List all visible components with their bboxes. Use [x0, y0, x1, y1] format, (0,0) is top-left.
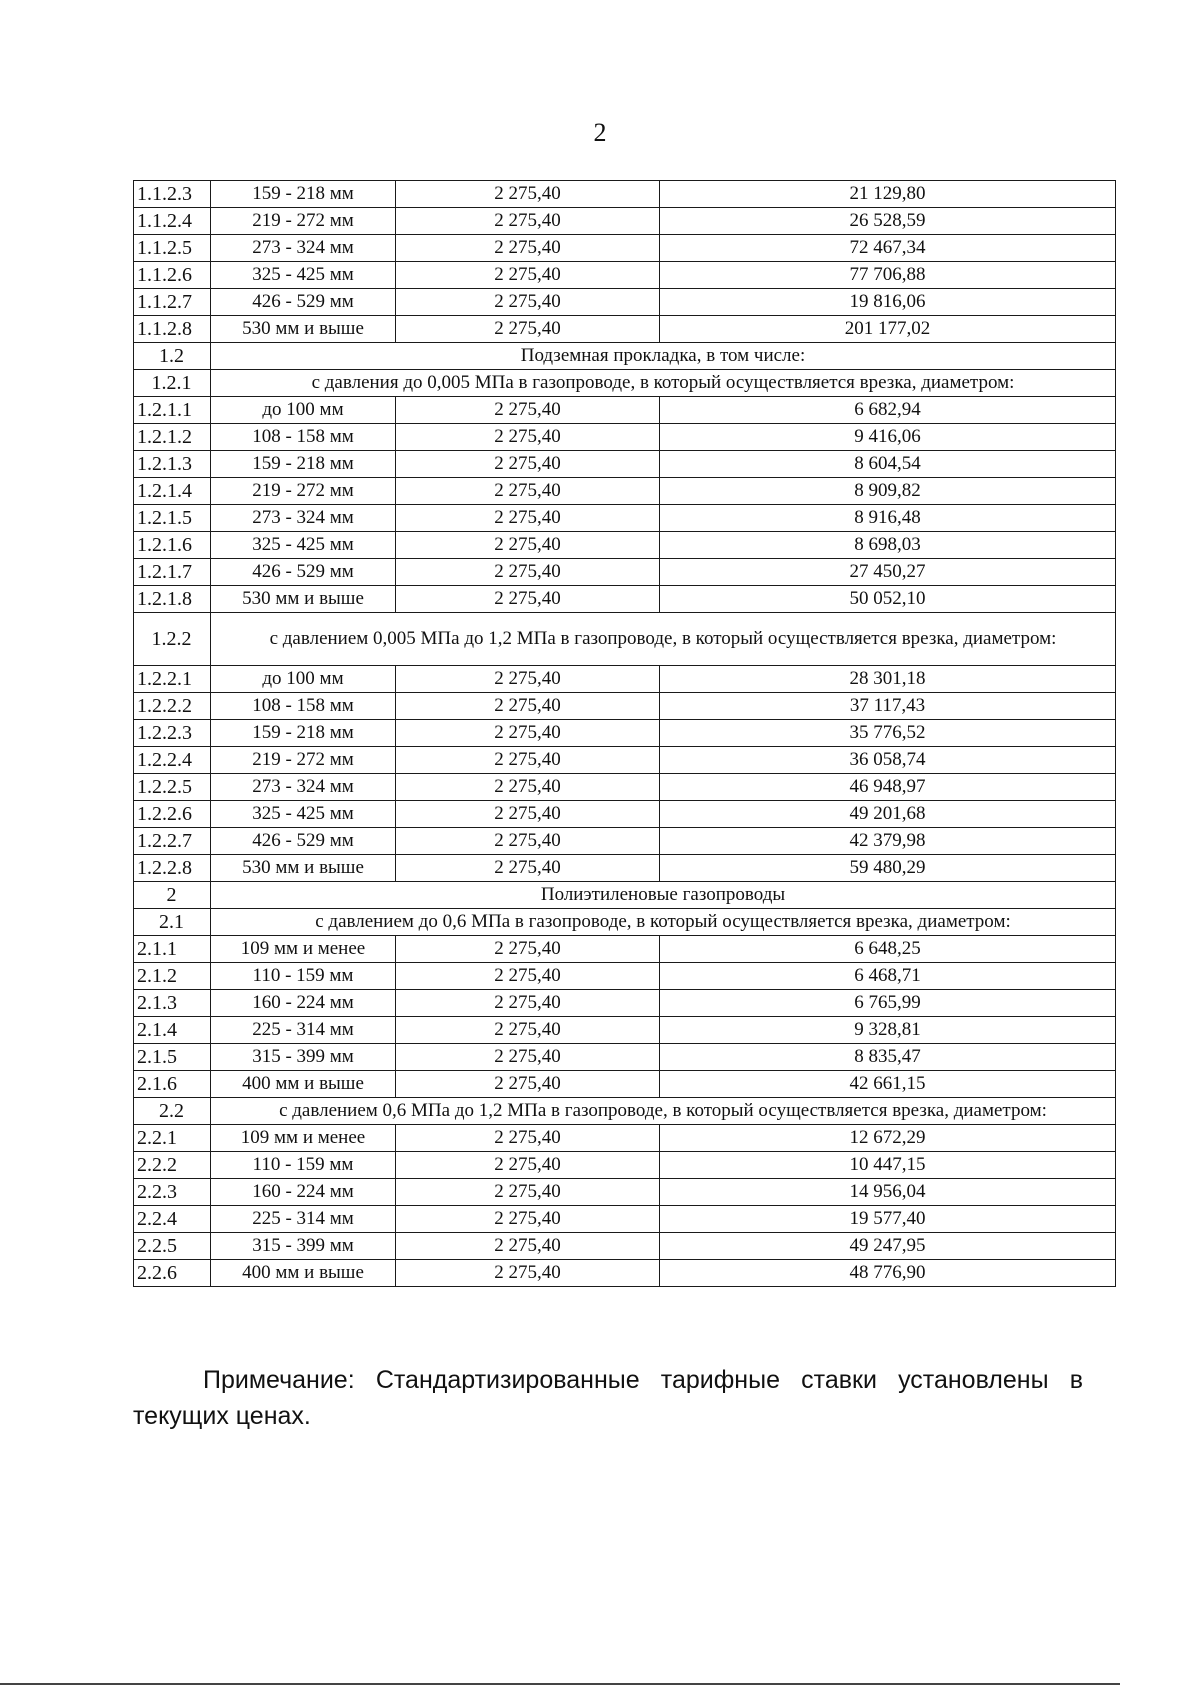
row-number-cell: 1.2.2.3: [134, 720, 211, 747]
row-number-cell: 1.2.1.7: [134, 559, 211, 586]
rate-cell: 2 275,40: [396, 1179, 660, 1206]
diameter-cell: 160 - 224 мм: [211, 1179, 396, 1206]
value-cell: 42 379,98: [660, 828, 1116, 855]
row-number-cell: 2.2.6: [134, 1260, 211, 1287]
section-number-cell: 1.2: [134, 343, 211, 370]
page-number: 2: [593, 118, 607, 147]
rate-cell: 2 275,40: [396, 451, 660, 478]
table-row: [134, 397, 1116, 424]
rate-cell: 2 275,40: [396, 235, 660, 262]
tariff-table-body: [134, 181, 1116, 1287]
value-cell: 9 328,81: [660, 1017, 1116, 1044]
rate-cell: 2 275,40: [396, 855, 660, 882]
table-row: [134, 774, 1116, 801]
value-cell: 48 776,90: [660, 1260, 1116, 1287]
diameter-cell: 530 мм и выше: [211, 316, 396, 343]
row-number-cell: 2.2.3: [134, 1179, 211, 1206]
rate-cell: 2 275,40: [396, 1233, 660, 1260]
section-row: [134, 613, 1116, 666]
table-row: [134, 181, 1116, 208]
section-heading-cell: Полиэтиленовые газопроводы: [211, 882, 1116, 909]
rate-cell: 2 275,40: [396, 693, 660, 720]
table-row: [134, 855, 1116, 882]
section-row: [134, 909, 1116, 936]
section-number-cell: 2: [134, 882, 211, 909]
rate-cell: 2 275,40: [396, 666, 660, 693]
value-cell: 6 765,99: [660, 990, 1116, 1017]
section-number-cell: 1.2.1: [134, 370, 211, 397]
section-row: [134, 1098, 1116, 1125]
tariff-table: [133, 180, 1116, 1287]
diameter-cell: 159 - 218 мм: [211, 451, 396, 478]
diameter-cell: 400 мм и выше: [211, 1260, 396, 1287]
rate-cell: 2 275,40: [396, 963, 660, 990]
diameter-cell: 225 - 314 мм: [211, 1206, 396, 1233]
diameter-cell: 219 - 272 мм: [211, 478, 396, 505]
row-number-cell: 1.2.1.4: [134, 478, 211, 505]
diameter-cell: 273 - 324 мм: [211, 505, 396, 532]
rate-cell: 2 275,40: [396, 1260, 660, 1287]
rate-cell: 2 275,40: [396, 316, 660, 343]
table-row: [134, 1017, 1116, 1044]
rate-cell: 2 275,40: [396, 559, 660, 586]
row-number-cell: 2.1.2: [134, 963, 211, 990]
table-row: [134, 936, 1116, 963]
rate-cell: 2 275,40: [396, 1017, 660, 1044]
table-row: [134, 424, 1116, 451]
table-row: [134, 963, 1116, 990]
diameter-cell: 325 - 425 мм: [211, 801, 396, 828]
table-row: [134, 559, 1116, 586]
section-heading-cell: с давлением до 0,6 МПа в газопроводе, в который осуществляется врезка, диаметром:: [211, 909, 1116, 936]
table-row: [134, 1233, 1116, 1260]
rate-cell: 2 275,40: [396, 1206, 660, 1233]
table-row: [134, 532, 1116, 559]
value-cell: 26 528,59: [660, 208, 1116, 235]
bottom-scan-rule: [0, 1683, 1120, 1685]
row-number-cell: 2.2.1: [134, 1125, 211, 1152]
section-heading-cell: с давления до 0,005 МПа в газопроводе, в который осуществляется врезка, диаметром:: [211, 370, 1116, 397]
rate-cell: 2 275,40: [396, 990, 660, 1017]
row-number-cell: 1.2.2.4: [134, 747, 211, 774]
value-cell: 6 468,71: [660, 963, 1116, 990]
rate-cell: 2 275,40: [396, 181, 660, 208]
diameter-cell: 273 - 324 мм: [211, 235, 396, 262]
diameter-cell: 109 мм и менее: [211, 936, 396, 963]
table-row: [134, 235, 1116, 262]
table-row: [134, 828, 1116, 855]
table-row: [134, 747, 1116, 774]
table-row: [134, 990, 1116, 1017]
value-cell: 21 129,80: [660, 181, 1116, 208]
row-number-cell: 2.1.4: [134, 1017, 211, 1044]
diameter-cell: 315 - 399 мм: [211, 1233, 396, 1260]
rate-cell: 2 275,40: [396, 262, 660, 289]
diameter-cell: 426 - 529 мм: [211, 559, 396, 586]
value-cell: 19 816,06: [660, 289, 1116, 316]
rate-cell: 2 275,40: [396, 424, 660, 451]
rate-cell: 2 275,40: [396, 532, 660, 559]
rate-cell: 2 275,40: [396, 208, 660, 235]
value-cell: 77 706,88: [660, 262, 1116, 289]
value-cell: 12 672,29: [660, 1125, 1116, 1152]
diameter-cell: 315 - 399 мм: [211, 1044, 396, 1071]
value-cell: 19 577,40: [660, 1206, 1116, 1233]
row-number-cell: 1.2.2.6: [134, 801, 211, 828]
rate-cell: 2 275,40: [396, 747, 660, 774]
row-number-cell: 1.2.2.7: [134, 828, 211, 855]
diameter-cell: 225 - 314 мм: [211, 1017, 396, 1044]
row-number-cell: 1.2.2.2: [134, 693, 211, 720]
diameter-cell: 530 мм и выше: [211, 586, 396, 613]
rate-cell: 2 275,40: [396, 936, 660, 963]
row-number-cell: 2.2.2: [134, 1152, 211, 1179]
section-number-cell: 2.1: [134, 909, 211, 936]
table-row: [134, 208, 1116, 235]
diameter-cell: до 100 мм: [211, 666, 396, 693]
row-number-cell: 1.1.2.3: [134, 181, 211, 208]
diameter-cell: 219 - 272 мм: [211, 208, 396, 235]
value-cell: 37 117,43: [660, 693, 1116, 720]
table-row: [134, 451, 1116, 478]
diameter-cell: 426 - 529 мм: [211, 289, 396, 316]
rate-cell: 2 275,40: [396, 1125, 660, 1152]
rate-cell: 2 275,40: [396, 801, 660, 828]
row-number-cell: 1.2.2.1: [134, 666, 211, 693]
row-number-cell: 1.1.2.6: [134, 262, 211, 289]
row-number-cell: 1.2.1.2: [134, 424, 211, 451]
diameter-cell: 159 - 218 мм: [211, 181, 396, 208]
value-cell: 14 956,04: [660, 1179, 1116, 1206]
section-row: [134, 343, 1116, 370]
table-row: [134, 1044, 1116, 1071]
value-cell: 28 301,18: [660, 666, 1116, 693]
value-cell: 42 661,15: [660, 1071, 1116, 1098]
table-row: [134, 1125, 1116, 1152]
row-number-cell: 1.2.1.3: [134, 451, 211, 478]
section-row: [134, 882, 1116, 909]
table-row: [134, 316, 1116, 343]
table-row: [134, 289, 1116, 316]
row-number-cell: 1.2.2.8: [134, 855, 211, 882]
table-row: [134, 1206, 1116, 1233]
rate-cell: 2 275,40: [396, 1071, 660, 1098]
value-cell: 6 682,94: [660, 397, 1116, 424]
row-number-cell: 2.2.5: [134, 1233, 211, 1260]
diameter-cell: 160 - 224 мм: [211, 990, 396, 1017]
value-cell: 8 916,48: [660, 505, 1116, 532]
diameter-cell: 110 - 159 мм: [211, 1152, 396, 1179]
table-row: [134, 1179, 1116, 1206]
value-cell: 46 948,97: [660, 774, 1116, 801]
value-cell: 36 058,74: [660, 747, 1116, 774]
value-cell: 8 604,54: [660, 451, 1116, 478]
table-row: [134, 262, 1116, 289]
table-row: [134, 505, 1116, 532]
value-cell: 59 480,29: [660, 855, 1116, 882]
rate-cell: 2 275,40: [396, 828, 660, 855]
table-row: [134, 666, 1116, 693]
value-cell: 35 776,52: [660, 720, 1116, 747]
value-cell: 8 835,47: [660, 1044, 1116, 1071]
value-cell: 10 447,15: [660, 1152, 1116, 1179]
rate-cell: 2 275,40: [396, 1044, 660, 1071]
diameter-cell: 400 мм и выше: [211, 1071, 396, 1098]
value-cell: 6 648,25: [660, 936, 1116, 963]
diameter-cell: 109 мм и менее: [211, 1125, 396, 1152]
row-number-cell: 1.2.1.6: [134, 532, 211, 559]
row-number-cell: 1.2.1.5: [134, 505, 211, 532]
row-number-cell: 2.1.3: [134, 990, 211, 1017]
row-number-cell: 2.1.6: [134, 1071, 211, 1098]
value-cell: 49 201,68: [660, 801, 1116, 828]
row-number-cell: 1.1.2.5: [134, 235, 211, 262]
value-cell: 72 467,34: [660, 235, 1116, 262]
row-number-cell: 2.1.1: [134, 936, 211, 963]
diameter-cell: 530 мм и выше: [211, 855, 396, 882]
rate-cell: 2 275,40: [396, 397, 660, 424]
section-heading-cell: с давлением 0,6 МПа до 1,2 МПа в газопроводе, в который осуществляется врезка, диаметром:: [211, 1098, 1116, 1125]
note-paragraph: Примечание: Стандартизированные тарифные ставки установлены в текущих ценах.: [133, 1366, 1083, 1431]
value-cell: 27 450,27: [660, 559, 1116, 586]
diameter-cell: 108 - 158 мм: [211, 693, 396, 720]
rate-cell: 2 275,40: [396, 774, 660, 801]
value-cell: 201 177,02: [660, 316, 1116, 343]
table-row: [134, 1071, 1116, 1098]
diameter-cell: 426 - 529 мм: [211, 828, 396, 855]
table-row: [134, 586, 1116, 613]
row-number-cell: 1.1.2.7: [134, 289, 211, 316]
row-number-cell: 1.2.2.5: [134, 774, 211, 801]
value-cell: 50 052,10: [660, 586, 1116, 613]
table-row: [134, 1152, 1116, 1179]
diameter-cell: 108 - 158 мм: [211, 424, 396, 451]
diameter-cell: 110 - 159 мм: [211, 963, 396, 990]
section-number-cell: 1.2.2: [134, 613, 211, 666]
diameter-cell: 159 - 218 мм: [211, 720, 396, 747]
rate-cell: 2 275,40: [396, 1152, 660, 1179]
diameter-cell: 273 - 324 мм: [211, 774, 396, 801]
table-row: [134, 801, 1116, 828]
diameter-cell: 325 - 425 мм: [211, 262, 396, 289]
rate-cell: 2 275,40: [396, 586, 660, 613]
row-number-cell: 1.1.2.4: [134, 208, 211, 235]
rate-cell: 2 275,40: [396, 720, 660, 747]
rate-cell: 2 275,40: [396, 289, 660, 316]
value-cell: 8 909,82: [660, 478, 1116, 505]
row-number-cell: 2.2.4: [134, 1206, 211, 1233]
value-cell: 49 247,95: [660, 1233, 1116, 1260]
row-number-cell: 2.1.5: [134, 1044, 211, 1071]
table-row: [134, 720, 1116, 747]
table-row: [134, 1260, 1116, 1287]
value-cell: 9 416,06: [660, 424, 1116, 451]
value-cell: 8 698,03: [660, 532, 1116, 559]
diameter-cell: 219 - 272 мм: [211, 747, 396, 774]
section-heading-cell: Подземная прокладка, в том числе:: [211, 343, 1116, 370]
row-number-cell: 1.2.1.8: [134, 586, 211, 613]
row-number-cell: 1.1.2.8: [134, 316, 211, 343]
table-row: [134, 478, 1116, 505]
rate-cell: 2 275,40: [396, 478, 660, 505]
section-heading-cell: с давлением 0,005 МПа до 1,2 МПа в газопроводе, в который осуществляется врезка, диаметром:: [211, 613, 1116, 666]
diameter-cell: до 100 мм: [211, 397, 396, 424]
row-number-cell: 1.2.1.1: [134, 397, 211, 424]
table-row: [134, 693, 1116, 720]
section-row: [134, 370, 1116, 397]
diameter-cell: 325 - 425 мм: [211, 532, 396, 559]
rate-cell: 2 275,40: [396, 505, 660, 532]
section-number-cell: 2.2: [134, 1098, 211, 1125]
